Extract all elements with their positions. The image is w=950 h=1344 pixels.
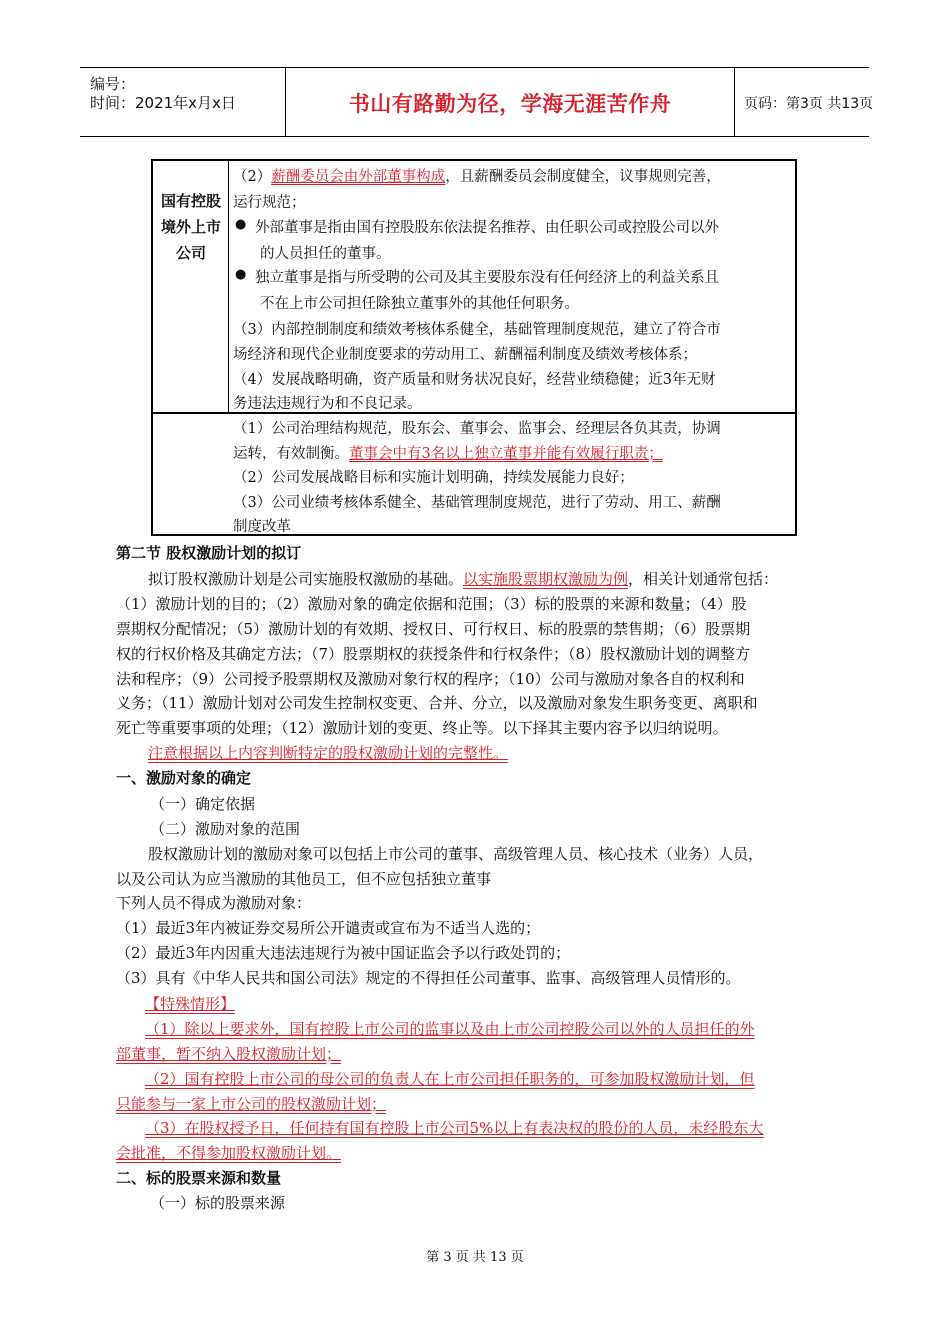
- header-page-cell: [734, 68, 874, 136]
- header-time-label: 时间：2021年x月x日: [90, 94, 236, 112]
- table-line: 务违法违规行为和不良记录。: [233, 396, 422, 412]
- list-item: （2）最近3年内因重大违法违规行为被中国证监会予以行政处罚的；: [116, 944, 571, 962]
- heading-1: 一、激励对象的确定: [116, 769, 252, 787]
- table-line: （4）发展战略明确，资产质量和财务状况良好，经营业绩稳健；近3年无财: [233, 372, 716, 388]
- table-row1-content: [229, 161, 795, 413]
- table-row-divider: [153, 412, 795, 414]
- special-line: （1）除以上要求外，国有控股上市公司的监事以及由上市公司控股公司以外的人员担任的外: [145, 1020, 755, 1038]
- bullet-icon: ●: [235, 217, 247, 232]
- requirements-table: [151, 159, 797, 536]
- special-title: 【特殊情形】: [145, 995, 236, 1013]
- subheading: （一）确定依据: [150, 795, 256, 813]
- header-motto-cell: [285, 68, 735, 136]
- paragraph-line: 拟订股权激励计划是公司实施股权激励的基础。以实施股票期权激励为例，相关计划通常包括：: [148, 570, 779, 588]
- paragraph-line: 死亡等重要事项的处理；（12）激励计划的变更、终止等。以下择其主要内容予以归纳说明。: [116, 719, 728, 737]
- table-line: 的人员担任的董事。: [260, 246, 391, 262]
- table-line: 独立董事是指与所受聘的公司及其主要股东没有任何经济上的利益关系且: [255, 270, 719, 286]
- heading-2: 二、标的股票来源和数量: [116, 1169, 282, 1187]
- table-line: （2）公司发展战略目标和实施计划明确，持续发展能力良好；: [233, 470, 634, 486]
- list-item: （1）最近3年内被证券交易所公开谴责或宣布为不适当人选的；: [116, 919, 541, 937]
- paragraph-line: 股权激励计划的激励对象可以包括上市公司的董事、高级管理人员、核心技术（业务）人员，: [148, 845, 764, 863]
- table-line: （1）公司治理结构规范，股东会、董事会、监事会、经理层各负其责，协调: [233, 421, 721, 437]
- subheading: （二）激励对象的范围: [150, 820, 301, 838]
- paragraph-line: 以及公司认为应当激励的其他员工，但不应包括独立董事: [116, 870, 492, 888]
- header-page-info: 页码：第3页 共13页: [744, 96, 874, 112]
- table-line: 制度改革: [233, 519, 291, 535]
- page-header: [80, 67, 874, 137]
- row-label: 国有控股 境外上市 公司: [160, 192, 221, 262]
- special-line: （2）国有控股上市公司的母公司的负责人在上市公司担任职务的，可参加股权激励计划，但: [145, 1070, 755, 1088]
- table-line: 运行规范；: [233, 195, 306, 211]
- subheading: （一）标的股票来源: [150, 1194, 286, 1212]
- highlight-text: 薪酬委员会由外部董事构成: [271, 169, 446, 185]
- page-footer: 第 3 页 共 13 页: [426, 1250, 524, 1265]
- special-line: 部董事，暂不纳入股权激励计划；: [116, 1045, 342, 1063]
- table-line: 不在上市公司担任除独立董事外的其他任何职务。: [260, 296, 579, 312]
- highlight-text: 以实施股票期权激励为例: [463, 570, 629, 588]
- table-row2-label-cell: [153, 161, 229, 282]
- paragraph-line: 法和程序；（9）公司授予股票期权及激励对象行权的程序；（10）公司与激励对象各自的权利和: [116, 670, 745, 688]
- table-line: （2）薪酬委员会由外部董事构成，且薪酬委员会制度健全，议事规则完善，: [233, 169, 721, 185]
- table-line: （3）公司业绩考核体系健全、基础管理制度规范，进行了劳动、用工、薪酬: [233, 495, 721, 511]
- list-item: （3）具有《中华人民共和国公司法》规定的不得担任公司董事、监事、高级管理人员情形的。: [116, 969, 741, 987]
- table-line: （3）内部控制制度和绩效考核体系健全，基础管理制度规范，建立了符合市: [233, 322, 721, 338]
- bullet-icon: ●: [235, 267, 247, 282]
- special-line: 只能参与一家上市公司的股权激励计划；: [116, 1095, 387, 1113]
- section-title: 第二节 股权激励计划的拟订: [116, 544, 302, 562]
- table-line: 场经济和现代企业制度要求的劳动用工、薪酬福利制度及绩效考核体系；: [233, 347, 697, 363]
- table-line: 运转，有效制衡。董事会中有3名以上独立董事并能有效履行职责；: [233, 446, 663, 462]
- paragraph-line: 票期权分配情况；（5）激励计划的有效期、授权日、可行权日、标的股票的禁售期；（6）股票期: [116, 620, 751, 638]
- highlight-text: 董事会中有3名以上独立董事并能有效履行职责；: [349, 446, 663, 462]
- special-line: 会批准，不得参加股权激励计划。: [116, 1144, 342, 1162]
- header-code-label: 编号：: [90, 75, 136, 93]
- special-line: （3）在股权授予日，任何持有国有控股上市公司5%以上有表决权的股份的人员，未经股东大: [145, 1119, 764, 1137]
- header-motto: 书山有路勤为径，学海无涯苦作舟: [348, 92, 672, 116]
- paragraph-line: （1）激励计划的目的；（2）激励对象的确定依据和范围；（3）标的股票的来源和数量；（4）股: [116, 595, 747, 613]
- paragraph-line: 下列人员不得成为激励对象：: [116, 894, 312, 912]
- paragraph-line: 权的行权价格及其确定方法；（7）股票期权的获授条件和行权条件；（8）股权激励计划的调整方: [116, 645, 751, 663]
- paragraph-line: 义务；（11）激励计划对公司发生控制权变更、合并、分立，以及激励对象发生职务变更、离职和: [116, 694, 758, 712]
- table-line: 外部董事是指由国有控股股东依法提名推荐、由任职公司或控股公司以外: [255, 220, 719, 236]
- header-meta: [80, 68, 285, 136]
- note-text: 注意根据以上内容判断特定的股权激励计划的完整性。: [148, 744, 509, 762]
